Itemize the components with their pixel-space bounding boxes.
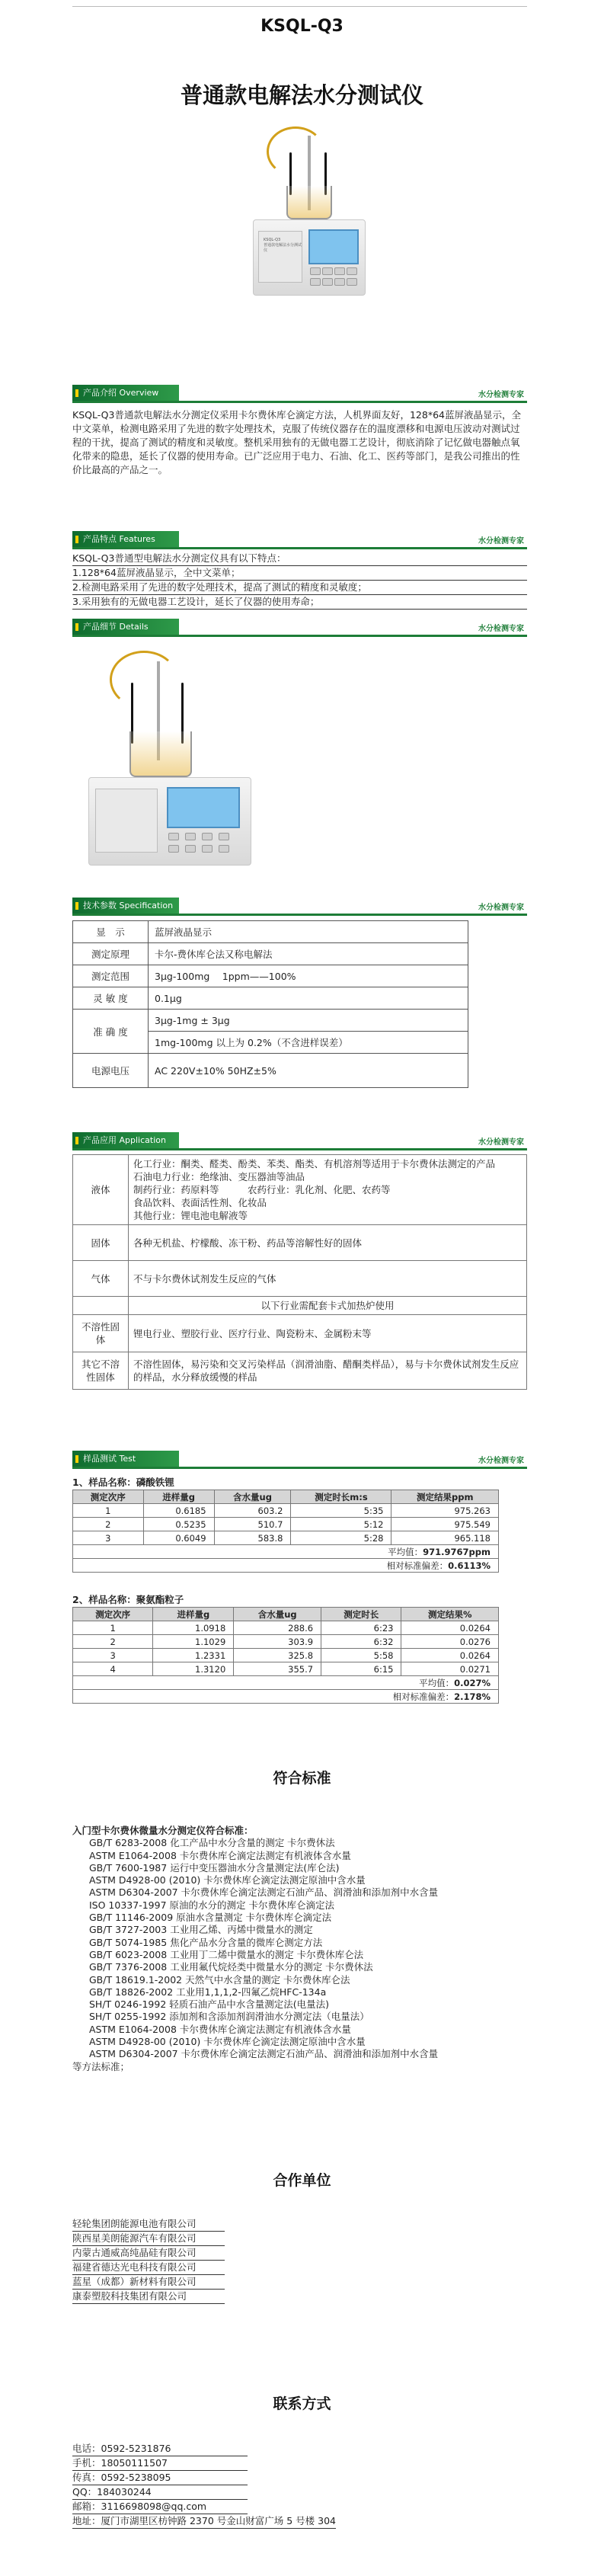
table-row [73, 1635, 499, 1649]
standard-item: ASTM D4928-00 (2010) 卡尔费休库仑滴定法测定原油中含水量 [89, 1874, 366, 1886]
application-value: 各种无机盐、柠檬酸、冻干粉、药品等溶解性好的固体 [129, 1225, 527, 1261]
spec-key: 显 示 [73, 921, 149, 943]
table-row [73, 1531, 499, 1545]
spec-value: 蓝屏液晶显示 [149, 921, 468, 943]
spec-key: 测定范围 [73, 965, 149, 987]
test-header [72, 1451, 527, 1470]
features-line: 1.128*64蓝屏液晶显示，全中文菜单； [72, 566, 527, 581]
table-cell: 325.8 [234, 1649, 321, 1662]
table-cell: 1.3120 [153, 1662, 234, 1676]
standard-item: GB/T 11146-2009 原油水含量测定 卡尔费休库仑滴定法 [89, 1912, 332, 1924]
contact-mobile: 手机：18050111507 [72, 2456, 248, 2471]
standard-item: ASTM D4928-00 (2010) 卡尔费休库仑滴定法测定原油中含水量 [89, 2036, 366, 2048]
application-line: 化工行业：酮类、醛类、酚类、苯类、酯类、有机溶剂等适用于卡尔费休法测定的产品 [133, 1158, 496, 1170]
standard-item: GB/T 7600-1987 运行中变压器油水分含量测定法(库仑法) [89, 1861, 340, 1874]
table-header: 进样量g [143, 1490, 214, 1504]
spec-value: AC 220V±10% 50HZ±5% [149, 1054, 468, 1088]
table-cell: 355.7 [234, 1662, 321, 1676]
features-header [72, 531, 527, 551]
table-cell: 1.2331 [153, 1649, 234, 1662]
table-row [73, 943, 468, 965]
table-header: 测定结果% [401, 1608, 499, 1621]
standard-item: SH/T 0246-1992 轻质石油产品中水含量测定法(电量法) [89, 1998, 330, 2011]
sample2-title: 2、样品名称：聚氨酯粒子 [72, 1594, 184, 1605]
application-line: 制药行业：药原料等 农药行业：乳化剂、化肥、农药等 [133, 1184, 391, 1195]
table-cell: 6:15 [321, 1662, 401, 1676]
table-row [73, 1155, 527, 1225]
avg-cell [73, 1545, 499, 1559]
table-cell: 510.7 [214, 1518, 291, 1531]
contact-email[interactable]: 邮箱：3116698098@qq.com [72, 2500, 248, 2514]
application-key: 液体 [73, 1155, 129, 1225]
standard-item: GB/T 5074-1985 焦化产品水分含量的微库仑测定方法 [89, 1936, 323, 1948]
table-header: 含水量ug [234, 1608, 321, 1621]
partner-item: 内蒙古通威高纯晶硅有限公司 [72, 2246, 225, 2261]
partners-heading: 合作单位 [273, 2172, 331, 2189]
standard-item: ASTM D6304-2007 卡尔费休库仑滴定法测定石油产品、润滑油和添加剂中水含量 [89, 2048, 439, 2060]
spec-key: 准 确 度 [73, 1010, 149, 1054]
table-row [73, 1054, 468, 1088]
table-cell: 1 [73, 1621, 153, 1635]
application-line: 其他行业：锂电池电解液等 [133, 1210, 248, 1221]
application-value: 锂电行业、塑胶行业、医疗行业、陶瓷粉末、金属粉末等 [129, 1315, 527, 1352]
rsd-value: 0.6113% [448, 1560, 491, 1571]
spec-tag: 水分检测专家 [478, 904, 524, 912]
table-cell: 5:35 [291, 1504, 391, 1518]
features-line: KSQL-Q3普通型电解法水分测定仪具有以下特点： [72, 552, 527, 566]
table-header: 测定时长m:s [291, 1490, 391, 1504]
avg-label: 平均值： [419, 1677, 455, 1688]
spec-heading: 技术参数 Specification [72, 898, 179, 914]
features-line: 3.采用独有的无做电器工艺设计，延长了仪器的使用寿命； [72, 595, 527, 610]
table-cell: 2 [73, 1635, 153, 1649]
table-cell: 4 [73, 1662, 153, 1676]
table-row [73, 1545, 499, 1559]
overview-header [72, 385, 527, 405]
standard-item: SH/T 0255-1992 添加剂和含添加剂润滑油水分测定法（电量法） [89, 2011, 369, 2023]
standards-outro: 等方法标准； [72, 2060, 130, 2072]
table-cell: 603.2 [214, 1504, 291, 1518]
table-row [73, 965, 468, 987]
standard-item: ISO 10337-1997 原油的水分的测定 卡尔费休库仑滴定法 [89, 1899, 334, 1911]
spec-key: 灵 敏 度 [73, 987, 149, 1010]
device-label-model: KSQL-Q3 [264, 238, 281, 242]
table-cell: 583.8 [214, 1531, 291, 1545]
standard-item: ASTM E1064-2008 卡尔费休库仑滴定法测定有机液体含水量 [89, 2023, 351, 2035]
partner-item: 蓝星（成都）新材料有限公司 [72, 2275, 225, 2290]
features-tag: 水分检测专家 [478, 537, 524, 546]
contact-qq: QQ：184030244 [72, 2485, 248, 2500]
features-heading: 产品特点 Features [72, 531, 179, 548]
application-line: 食品饮料、表面活性剂、化妆品 [133, 1197, 267, 1208]
table-cell: 3 [73, 1649, 153, 1662]
avg-label: 平均值： [388, 1546, 423, 1557]
table-cell: 0.0271 [401, 1662, 499, 1676]
table-row [73, 1662, 499, 1676]
contact-heading: 联系方式 [273, 2395, 331, 2412]
spec-table [72, 920, 468, 1088]
model-number: KSQL-Q3 [260, 17, 344, 36]
table-cell: 0.0264 [401, 1621, 499, 1635]
device-label-name: 普通款电解法水分测试仪 [264, 243, 302, 253]
rsd-cell [73, 1559, 499, 1573]
table-cell: 6:23 [321, 1621, 401, 1635]
table-cell: 975.263 [391, 1504, 499, 1518]
table-cell: 2 [73, 1518, 144, 1531]
table-row [73, 1621, 499, 1635]
table-row [73, 1504, 499, 1518]
standards-intro: 入门型卡尔费休微量水分测定仪符合标准： [72, 1825, 254, 1836]
application-tag: 水分检测专家 [478, 1138, 524, 1147]
rsd-label: 相对标准偏差： [386, 1560, 449, 1571]
sample1-table [72, 1490, 499, 1573]
product-detail-photo [85, 646, 253, 867]
top-divider [72, 6, 527, 7]
contact-address: 地址：厦门市湖里区枋钟路 2370 号金山财富广场 5 号楼 304 [72, 2514, 336, 2529]
application-value: 不溶性固体，易污染和交叉污染样品（润滑油脂、醋酮类样品），易与卡尔费休试剂发生反应的样品，水分释放缓慢的样品 [129, 1352, 527, 1390]
test-heading: 样品测试 Test [72, 1451, 179, 1467]
table-row [73, 1649, 499, 1662]
table-row [73, 1225, 527, 1261]
spec-value: 3μg-100mg 1ppm——100% [149, 965, 468, 987]
spec-value: 3μg-1mg ± 3μg [149, 1010, 468, 1032]
contact-phone: 电话：0592-5231876 [72, 2442, 248, 2456]
spec-value: 卡尔-费休库仑法又称电解法 [149, 943, 468, 965]
table-row [73, 1559, 499, 1573]
table-row [73, 987, 468, 1010]
spec-key: 测定原理 [73, 943, 149, 965]
table-cell: 1.0918 [153, 1621, 234, 1635]
table-cell: 975.549 [391, 1518, 499, 1531]
sample1-title: 1、样品名称：磷酸铁锂 [72, 1477, 174, 1488]
standard-item: GB/T 6283-2008 化工产品中水分含量的测定 卡尔费休法 [89, 1837, 335, 1849]
standard-item: GB/T 3727-2003 工业用乙烯、丙烯中微量水的测定 [89, 1924, 313, 1936]
table-cell: 1.1029 [153, 1635, 234, 1649]
table-cell: 3 [73, 1531, 144, 1545]
application-line: 石油电力行业：绝缘油、变压器油等油品 [133, 1171, 305, 1182]
application-key: 不溶性固体 [73, 1315, 129, 1352]
table-row [73, 1352, 527, 1390]
table-row [73, 1676, 499, 1690]
sample2-table [72, 1607, 499, 1704]
spec-key: 电源电压 [73, 1054, 149, 1088]
table-header: 进样量g [153, 1608, 234, 1621]
contact-fax: 传真：0592-5238095 [72, 2471, 248, 2485]
standard-item: ASTM D6304-2007 卡尔费休库仑滴定法测定石油产品、润滑油和添加剂中水含量 [89, 1886, 439, 1899]
partner-item: 福建省德达光电科技有限公司 [72, 2261, 225, 2275]
table-cell: 0.6185 [143, 1504, 214, 1518]
table-row [73, 1690, 499, 1704]
spec-header [72, 898, 527, 917]
standards-heading: 符合标准 [273, 1770, 331, 1787]
table-row [73, 1518, 499, 1531]
table-header: 测定时长 [321, 1608, 401, 1621]
partner-item: 轻轮集团朗能源电池有限公司 [72, 2217, 225, 2232]
table-cell: 0.6049 [143, 1531, 214, 1545]
overview-text: KSQL-Q3普通款电解法水分测定仪采用卡尔费休库仑滴定方法，人机界面友好，128*64蓝屏液晶显示，全中文菜单，检测电路采用了先进的数字处理技术，克服了传统仪器存在的温度漂移和电源电压波动对测试过程的干扰，提高了测试的精度和灵敏度。整机采用独有的无做电器工艺设计，彻底消除了记忆做电器触点氧化带来的隐患，延长了仪器的使用寿命。已广泛应用于电力、石油、化工、医药等部门，是我公司推出的性价比最高的产品之一。 [72, 409, 521, 475]
product-photo [251, 114, 366, 297]
table-row [73, 1010, 468, 1032]
partner-item: 陕西星美朗能源汽车有限公司 [72, 2232, 225, 2246]
table-cell: 303.9 [234, 1635, 321, 1649]
contact-list [72, 2442, 527, 2529]
table-cell: 965.118 [391, 1531, 499, 1545]
table-row [73, 1297, 527, 1315]
avg-cell [73, 1676, 499, 1690]
rsd-label: 相对标准偏差： [392, 1691, 455, 1702]
details-heading: 产品细节 Details [72, 619, 179, 635]
table-cell: 1 [73, 1504, 144, 1518]
application-key: 其它不溶性固体 [73, 1352, 129, 1390]
table-cell: 5:58 [321, 1649, 401, 1662]
details-tag: 水分检测专家 [478, 625, 524, 633]
application-table [72, 1154, 527, 1390]
application-header [72, 1132, 527, 1152]
table-header-row [73, 1608, 499, 1621]
table-header: 测定结果ppm [391, 1490, 499, 1504]
table-header: 测定次序 [73, 1490, 144, 1504]
table-row [73, 1315, 527, 1352]
page-title: 普通款电解法水分测试仪 [180, 82, 423, 108]
application-key: 固体 [73, 1225, 129, 1261]
table-cell: 0.0264 [401, 1649, 499, 1662]
partners-list [72, 2217, 225, 2304]
test-tag: 水分检测专家 [478, 1457, 524, 1465]
application-key: 气体 [73, 1261, 129, 1297]
features-list [72, 552, 527, 610]
standards-list [72, 1825, 527, 2073]
standard-item: GB/T 6023-2008 工业用丁二烯中微量水的测定 卡尔费休库仑法 [89, 1948, 364, 1960]
application-value: 不与卡尔费休试剂发生反应的气体 [129, 1261, 527, 1297]
rsd-value: 2.178% [454, 1691, 491, 1702]
standard-item: ASTM E1064-2008 卡尔费休库仑滴定法测定有机液体含水量 [89, 1849, 351, 1861]
table-header-row [73, 1490, 499, 1504]
avg-value: 971.9767ppm [423, 1546, 491, 1557]
table-row [73, 921, 468, 943]
table-cell: 5:12 [291, 1518, 391, 1531]
partner-item: 康泰塑胶科技集团有限公司 [72, 2290, 225, 2304]
table-cell: 5:28 [291, 1531, 391, 1545]
overview-tag: 水分检测专家 [478, 391, 524, 399]
spec-value: 0.1μg [149, 987, 468, 1010]
table-cell: 0.5235 [143, 1518, 214, 1531]
application-key [73, 1297, 129, 1315]
spec-value: 1mg-100mg 以上为 0.2%（不含进样误差） [149, 1032, 468, 1054]
standard-item: GB/T 7376-2008 工业用氟代烷烃类中微量水分的测定 卡尔费休法 [89, 1961, 373, 1973]
application-heading: 产品应用 Application [72, 1132, 179, 1149]
standard-item: GB/T 18826-2002 工业用1,1,1,2-四氟乙烷HFC-134a [89, 1986, 327, 1998]
table-header: 含水量ug [214, 1490, 291, 1504]
overview-heading: 产品介绍 Overview [72, 385, 179, 402]
details-header [72, 619, 527, 638]
table-row [73, 1261, 527, 1297]
table-cell: 6:32 [321, 1635, 401, 1649]
application-value: 以下行业需配套卡式加热炉使用 [129, 1297, 527, 1315]
application-value [129, 1155, 527, 1225]
features-line: 2.检测电路采用了先进的数字处理技术，提高了测试的精度和灵敏度； [72, 581, 527, 595]
table-cell: 0.0276 [401, 1635, 499, 1649]
standard-item: GB/T 18619.1-2002 天然气中水含量的测定 卡尔费休库仑法 [89, 1973, 350, 1986]
rsd-cell [73, 1690, 499, 1704]
table-header: 测定次序 [73, 1608, 153, 1621]
avg-value: 0.027% [454, 1677, 491, 1688]
table-cell: 288.6 [234, 1621, 321, 1635]
